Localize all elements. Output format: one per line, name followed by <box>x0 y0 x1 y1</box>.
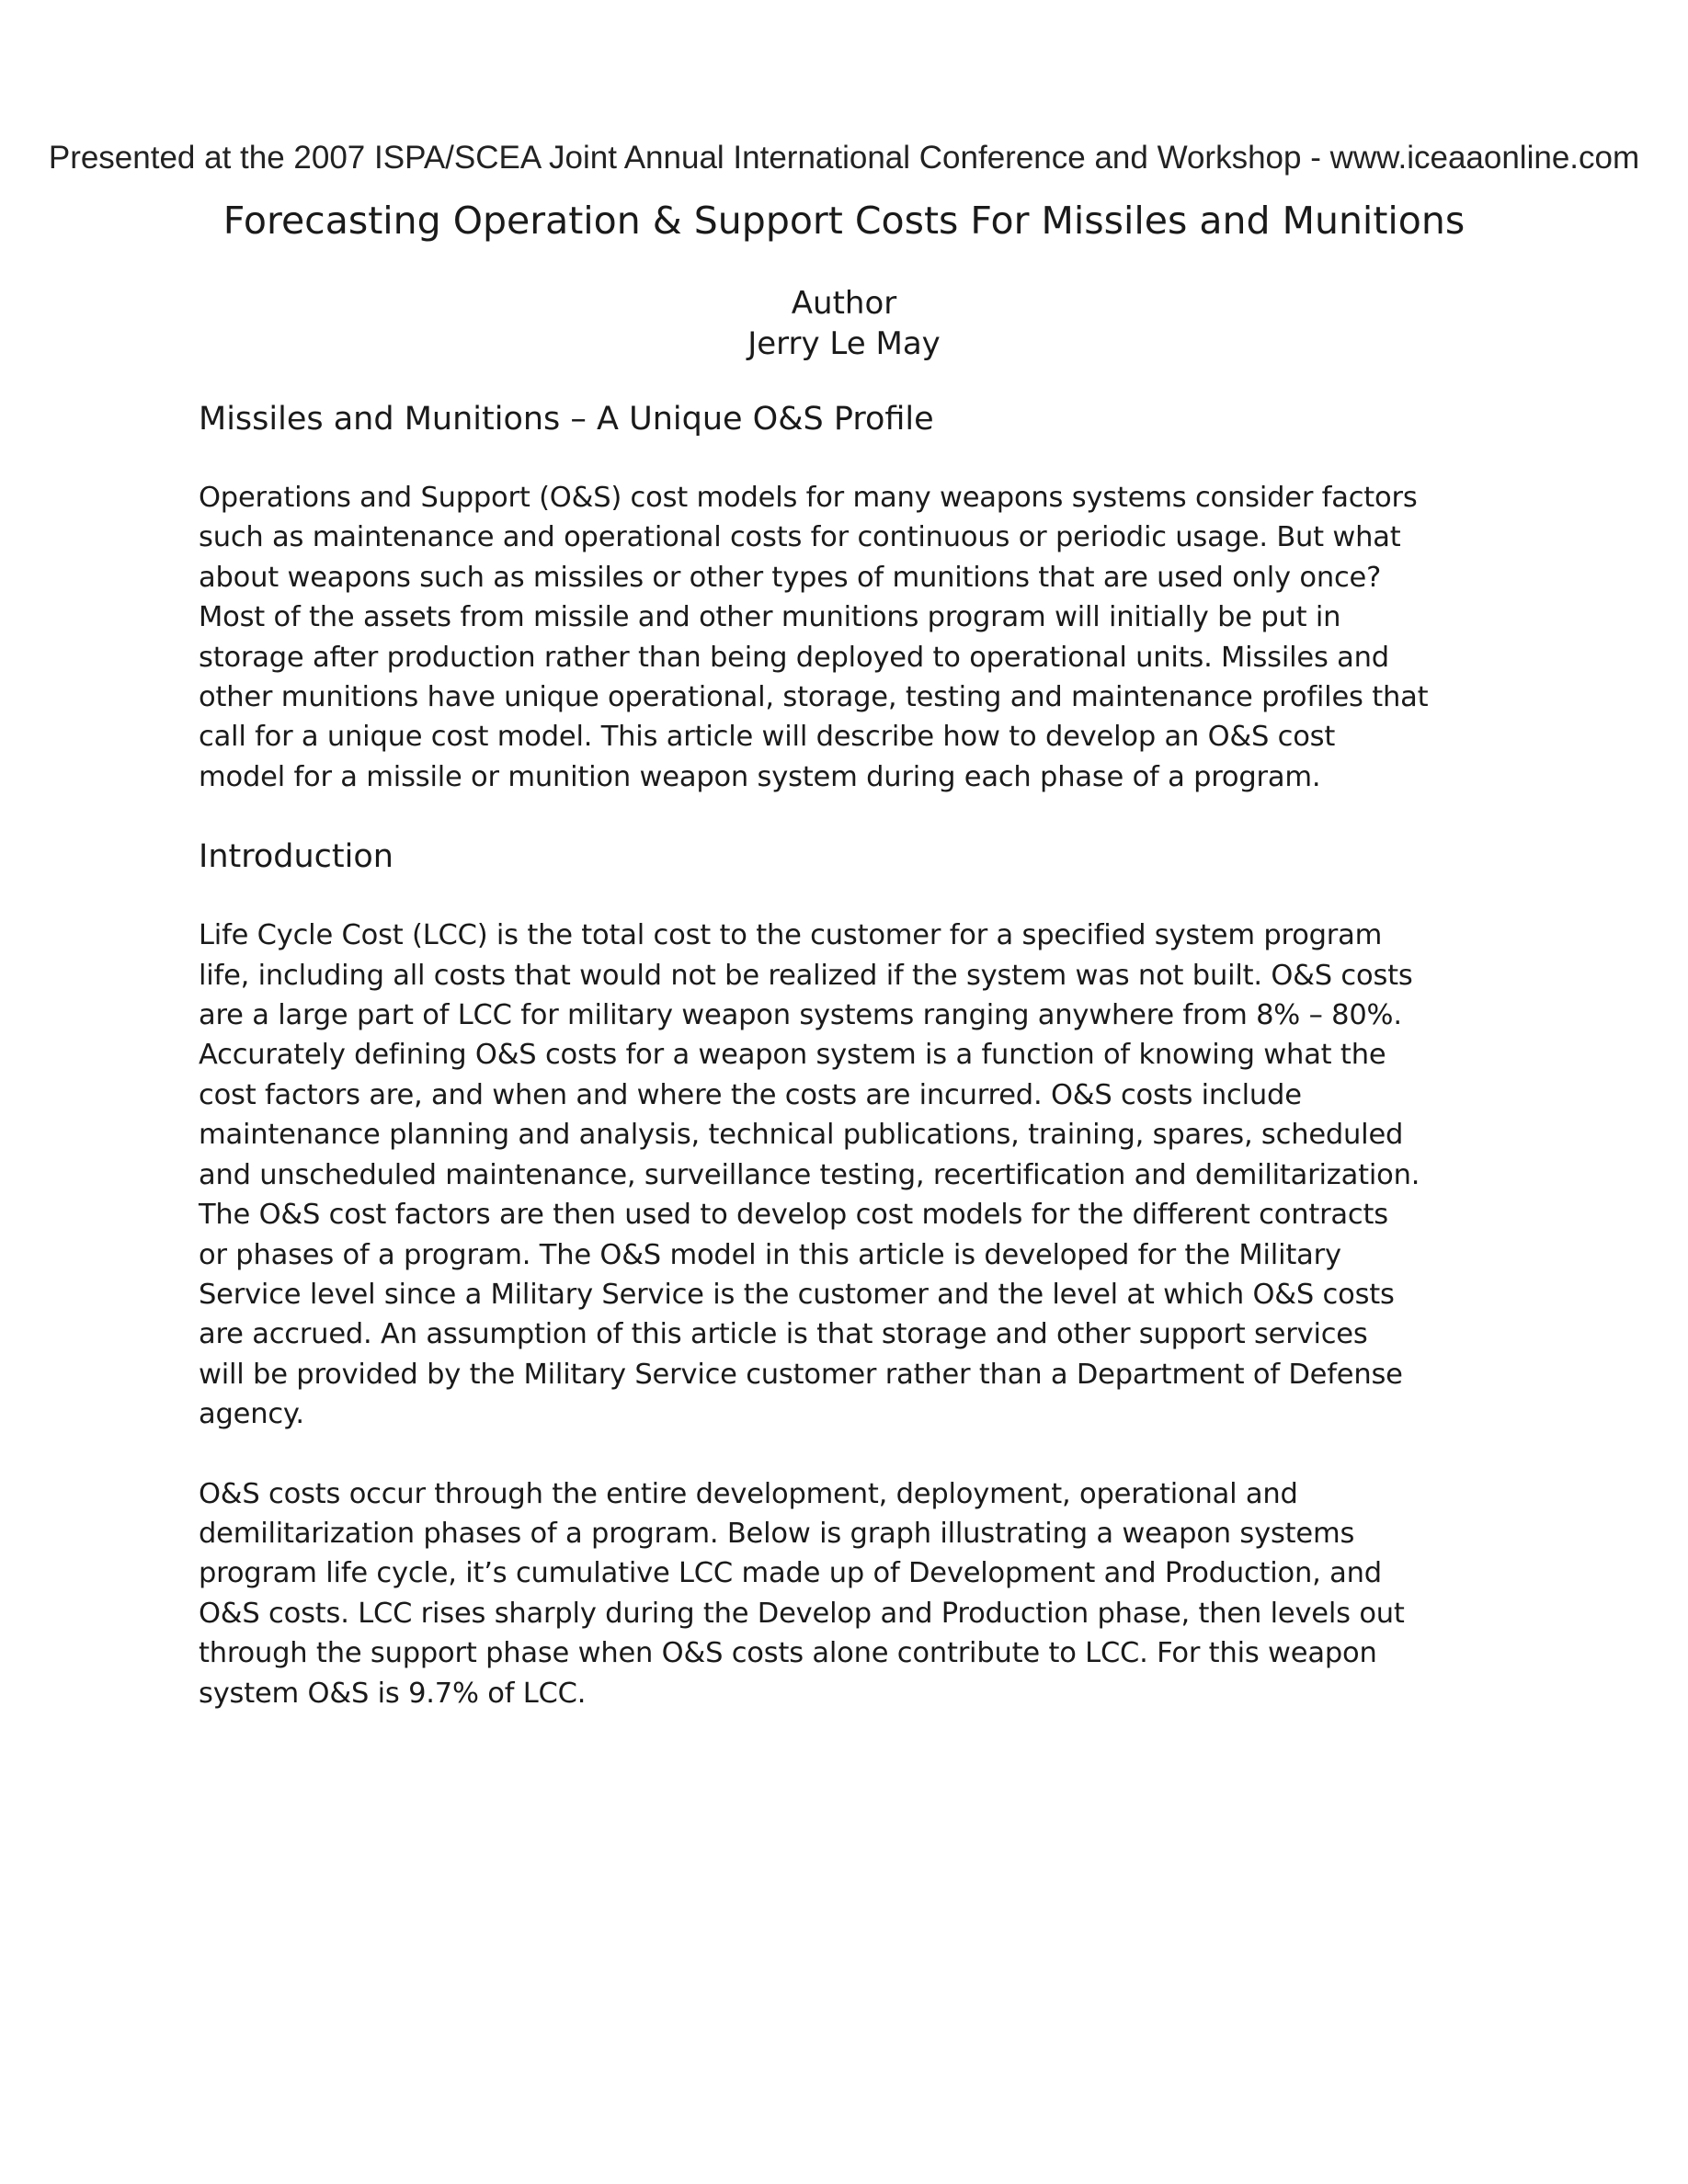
text-line: O&S costs. LCC rises sharply during the Develop and Production phase, then levels out <box>199 1597 1405 1630</box>
text-line: will be provided by the Military Service customer rather than a Department of Defense <box>199 1358 1403 1391</box>
text-line: cost factors are, and when and where the costs are incurred. O&S costs include <box>199 1078 1302 1111</box>
text-line: Life Cycle Cost (LCC) is the total cost to the customer for a specified system program <box>199 919 1383 952</box>
text-line: Accurately defining O&S costs for a weapon system is a function of knowing what the <box>199 1039 1386 1072</box>
text-line: Operations and Support (O&S) cost models for many weapons systems consider factors <box>199 482 1418 514</box>
document-body <box>199 399 1495 1753</box>
text-line: model for a missile or munition weapon system during each phase of a program. <box>199 760 1321 793</box>
conference-header: Presented at the 2007 ISPA/SCEA Joint Annual International Conference and Workshop - www.iceaaonline.com <box>48 140 1640 176</box>
author-name: Jerry Le May <box>747 325 941 362</box>
section-heading: Missiles and Munitions – A Unique O&S Profile <box>199 401 934 438</box>
paragraph <box>199 916 1495 1434</box>
text-line: and unscheduled maintenance, surveillance testing, recertification and demilitarization. <box>199 1158 1420 1191</box>
text-line: system O&S is 9.7% of LCC. <box>199 1677 587 1710</box>
section-unique-profile <box>199 399 1495 797</box>
text-line: are a large part of LCC for military weapon systems ranging anywhere from 8% – 80%. <box>199 999 1402 1032</box>
text-line: through the support phase when O&S costs alone contribute to LCC. For this weapon <box>199 1637 1377 1670</box>
text-line: storage after production rather than being deployed to operational units. Missiles and <box>199 641 1389 674</box>
page-title: Forecasting Operation & Support Costs For Missiles and Munitions <box>222 199 1466 243</box>
author-block <box>0 283 1688 364</box>
text-line: other munitions have unique operational, storage, testing and maintenance profiles that <box>199 681 1429 714</box>
text-line: Most of the assets from missile and other munitions program will initially be put in <box>199 601 1341 634</box>
text-line: call for a unique cost model. This article will describe how to develop an O&S cost <box>199 721 1336 754</box>
section-heading: Introduction <box>199 838 393 876</box>
paragraph <box>199 478 1495 797</box>
text-line: such as maintenance and operational costs for continuous or periodic usage. But what <box>199 521 1401 554</box>
author-label: Author <box>791 285 897 322</box>
text-line: maintenance planning and analysis, technical publications, training, spares, scheduled <box>199 1119 1404 1152</box>
paragraph <box>199 1474 1495 1713</box>
text-line: life, including all costs that would not be realized if the system was not built. O&S costs <box>199 959 1413 992</box>
section-introduction <box>199 836 1495 1713</box>
text-line: or phases of a program. The O&S model in this article is developed for the Military <box>199 1238 1341 1271</box>
text-line: demilitarization phases of a program. Below is graph illustrating a weapon systems <box>199 1517 1355 1550</box>
text-line: about weapons such as missiles or other types of munitions that are used only once? <box>199 561 1382 594</box>
text-line: The O&S cost factors are then used to develop cost models for the different contracts <box>199 1199 1388 1232</box>
text-line: are accrued. An assumption of this article is that storage and other support services <box>199 1318 1368 1351</box>
text-line: program life cycle, it’s cumulative LCC made up of Development and Production, and <box>199 1557 1382 1590</box>
text-line: Service level since a Military Service is the customer and the level at which O&S costs <box>199 1278 1395 1311</box>
text-line: agency. <box>199 1398 304 1431</box>
text-line: O&S costs occur through the entire development, deployment, operational and <box>199 1477 1298 1510</box>
